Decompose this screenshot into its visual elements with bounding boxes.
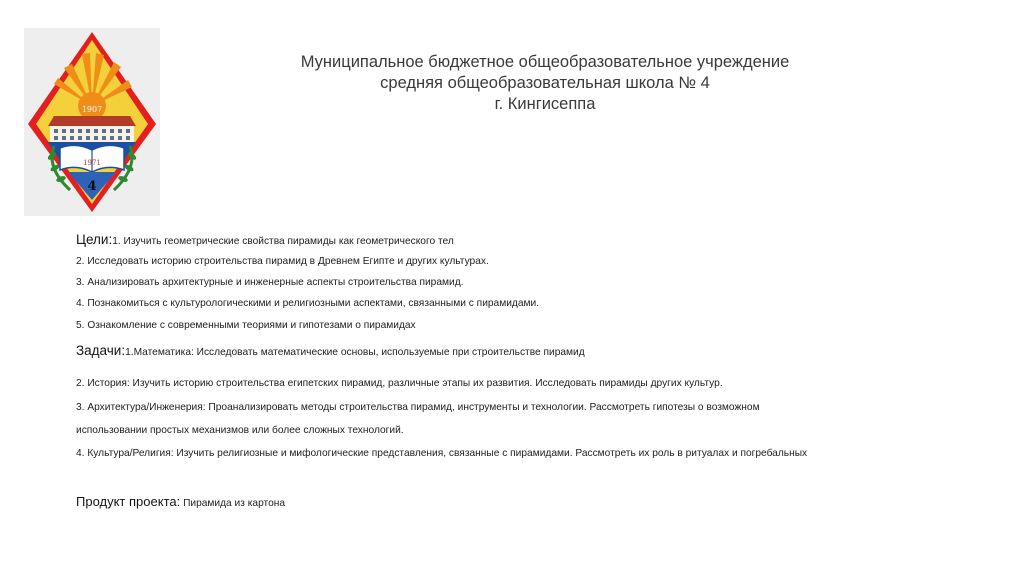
product-value: Пирамида из картона <box>183 498 286 509</box>
task-item: 1.Математика: Исследовать математические основы, используемые при строительстве пирамид <box>125 347 585 358</box>
task-item: использовании простых механизмов или более сложных технологий. <box>76 425 404 436</box>
goal-item: 1. Изучить геометрические свойства пирамиды как геометрического тел <box>112 236 454 247</box>
task-item: 3. Архитектура/Инженерия: Проанализировать методы строительства пирамид, инструменты и технологии. Рассмотреть гипотезы о возможном <box>76 402 760 413</box>
title-line-3: г. Кингисеппа <box>494 95 596 113</box>
product-line <box>76 494 285 509</box>
goal-item: 5. Ознакомление с современными теориями и гипотезами о пирамидах <box>76 320 416 331</box>
product-label: Продукт проекта: <box>76 494 181 509</box>
title-line-1: Муниципальное бюджетное общеобразовательное учреждение <box>300 53 790 71</box>
emblem-year-bottom: 1971 <box>83 159 101 167</box>
goals-line-1 <box>76 232 454 247</box>
tasks-label: Задачи: <box>76 343 126 358</box>
emblem-number: 4 <box>87 179 97 194</box>
task-item: 2. История: Изучить историю строительства египетских пирамид, различные этапы их развития. Исследовать пирамиды других культур. <box>76 378 723 389</box>
goal-item: 2. Исследовать историю строительства пирамид в Древнем Египте и других культурах. <box>76 256 489 267</box>
tasks-line-1 <box>76 343 585 358</box>
task-item: 4. Культура/Религия: Изучить религиозные и мифологические представления, связанные с пирамидами. Рассмотреть их роль в ритуалах и погребальных <box>76 448 808 459</box>
page-title <box>200 52 890 115</box>
emblem-graphic <box>24 28 160 216</box>
goals-label: Цели: <box>76 232 113 247</box>
goal-item: 4. Познакомиться с культурологическими и религиозными аспектами, связанными с пирамидами. <box>76 298 540 309</box>
title-line-2: средняя общеобразовательная школа № 4 <box>380 74 710 92</box>
emblem-year-top: 1907 <box>81 105 103 114</box>
school-emblem <box>24 28 160 216</box>
goal-item: 3. Анализировать архитектурные и инженерные аспекты строительства пирамид. <box>76 277 464 288</box>
